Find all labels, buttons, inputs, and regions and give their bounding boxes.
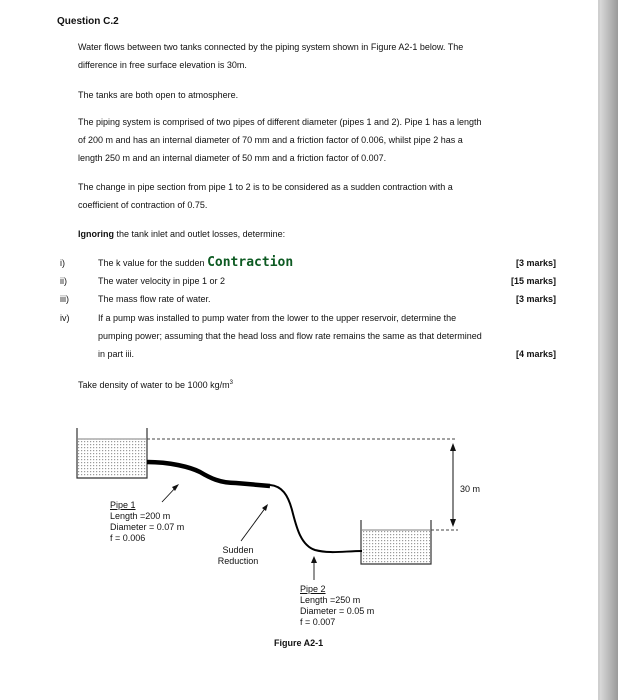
pipe-1-title: Pipe 1: [110, 500, 136, 510]
elevation-arrow: [450, 443, 456, 527]
item-text: The water velocity in pipe 1 or 2: [98, 276, 226, 286]
pipe-2-leader-arrow: [311, 556, 317, 580]
pipe-1-friction: f = 0.006: [110, 533, 146, 543]
item-text-line-2: pumping power; assuming that the head loss and flow rate remains the same as that determined: [98, 331, 482, 341]
item-marks: [4 marks]: [515, 349, 556, 359]
question-title: Question C.2: [57, 16, 119, 27]
item-marks: [3 marks]: [515, 258, 556, 268]
pipe-2-diameter: Diameter = 0.05 m: [300, 606, 375, 616]
item-number: i): [60, 258, 65, 268]
pipe-1-length: Length =200 m: [110, 511, 171, 521]
item-text-plain: The k value for the sudden: [98, 258, 208, 268]
paragraph-4-line-2: coefficient of contraction of 0.75.: [78, 200, 208, 210]
item-text: The mass flow rate of water.: [98, 294, 211, 304]
paragraph-5-bold: Ignoring: [78, 229, 114, 239]
pipe-2-length: Length =250 m: [300, 595, 361, 605]
sudden-reduction-leader-arrow: [241, 504, 268, 541]
elevation-label: 30 m: [460, 484, 481, 494]
density-superscript: 3: [229, 380, 233, 386]
sudden-reduction-line-2: Reduction: [217, 556, 259, 566]
pipe-1-label: [110, 500, 184, 544]
pipe-1: [147, 462, 270, 486]
density-text: Take density of water to be 1000 kg/m: [78, 380, 230, 390]
item-number: ii): [60, 276, 67, 286]
sudden-reduction-line-1: Sudden: [222, 545, 254, 555]
pipe-2: [270, 485, 362, 552]
item-number: iv): [60, 313, 70, 323]
paragraph-3-line-3: length 250 m and an internal diameter of 50 mm and a friction factor of 0.007.: [78, 153, 387, 163]
paragraph-3-line-2: of 200 m and has an internal diameter of 70 mm and a friction factor of 0.006, whilst pipe 2 has a: [78, 135, 463, 145]
lower-tank: [361, 520, 431, 564]
paragraph-1-line-1: Water flows between two tanks connected by the piping system shown in Figure A2-1 below. The: [78, 42, 464, 52]
pipe-2-label: [300, 584, 374, 628]
figure-caption: Figure A2-1: [274, 638, 324, 648]
item-marks: [15 marks]: [510, 276, 556, 286]
paragraph-2: The tanks are both open to atmosphere.: [78, 90, 239, 100]
pipe-2-title: Pipe 2: [300, 584, 326, 594]
item-marks: [3 marks]: [515, 294, 556, 304]
paragraph-3-line-1: The piping system is comprised of two pipes of different diameter (pipes 1 and 2). Pipe 1 has a length: [78, 117, 482, 127]
pipe-2-friction: f = 0.007: [300, 617, 336, 627]
paragraph-1-line-2: difference in free surface elevation is 30m.: [78, 60, 247, 70]
lower-tank-water: [362, 530, 430, 563]
item-text-line-3: in part iii.: [98, 349, 135, 359]
highlight-word: Contraction: [207, 255, 294, 270]
pipe-1-diameter: Diameter = 0.07 m: [110, 522, 185, 532]
item-number: iii): [60, 294, 69, 304]
upper-tank: [77, 428, 147, 478]
upper-tank-water: [78, 439, 146, 477]
item-text-line-1: If a pump was installed to pump water from the lower to the upper reservoir, determine the: [98, 313, 457, 323]
sudden-reduction-label: [214, 545, 262, 567]
paragraph-5-rest: the tank inlet and outlet losses, determine:: [114, 229, 286, 239]
paragraph-4-line-1: The change in pipe section from pipe 1 to 2 is to be considered as a sudden contraction with a: [78, 182, 453, 192]
